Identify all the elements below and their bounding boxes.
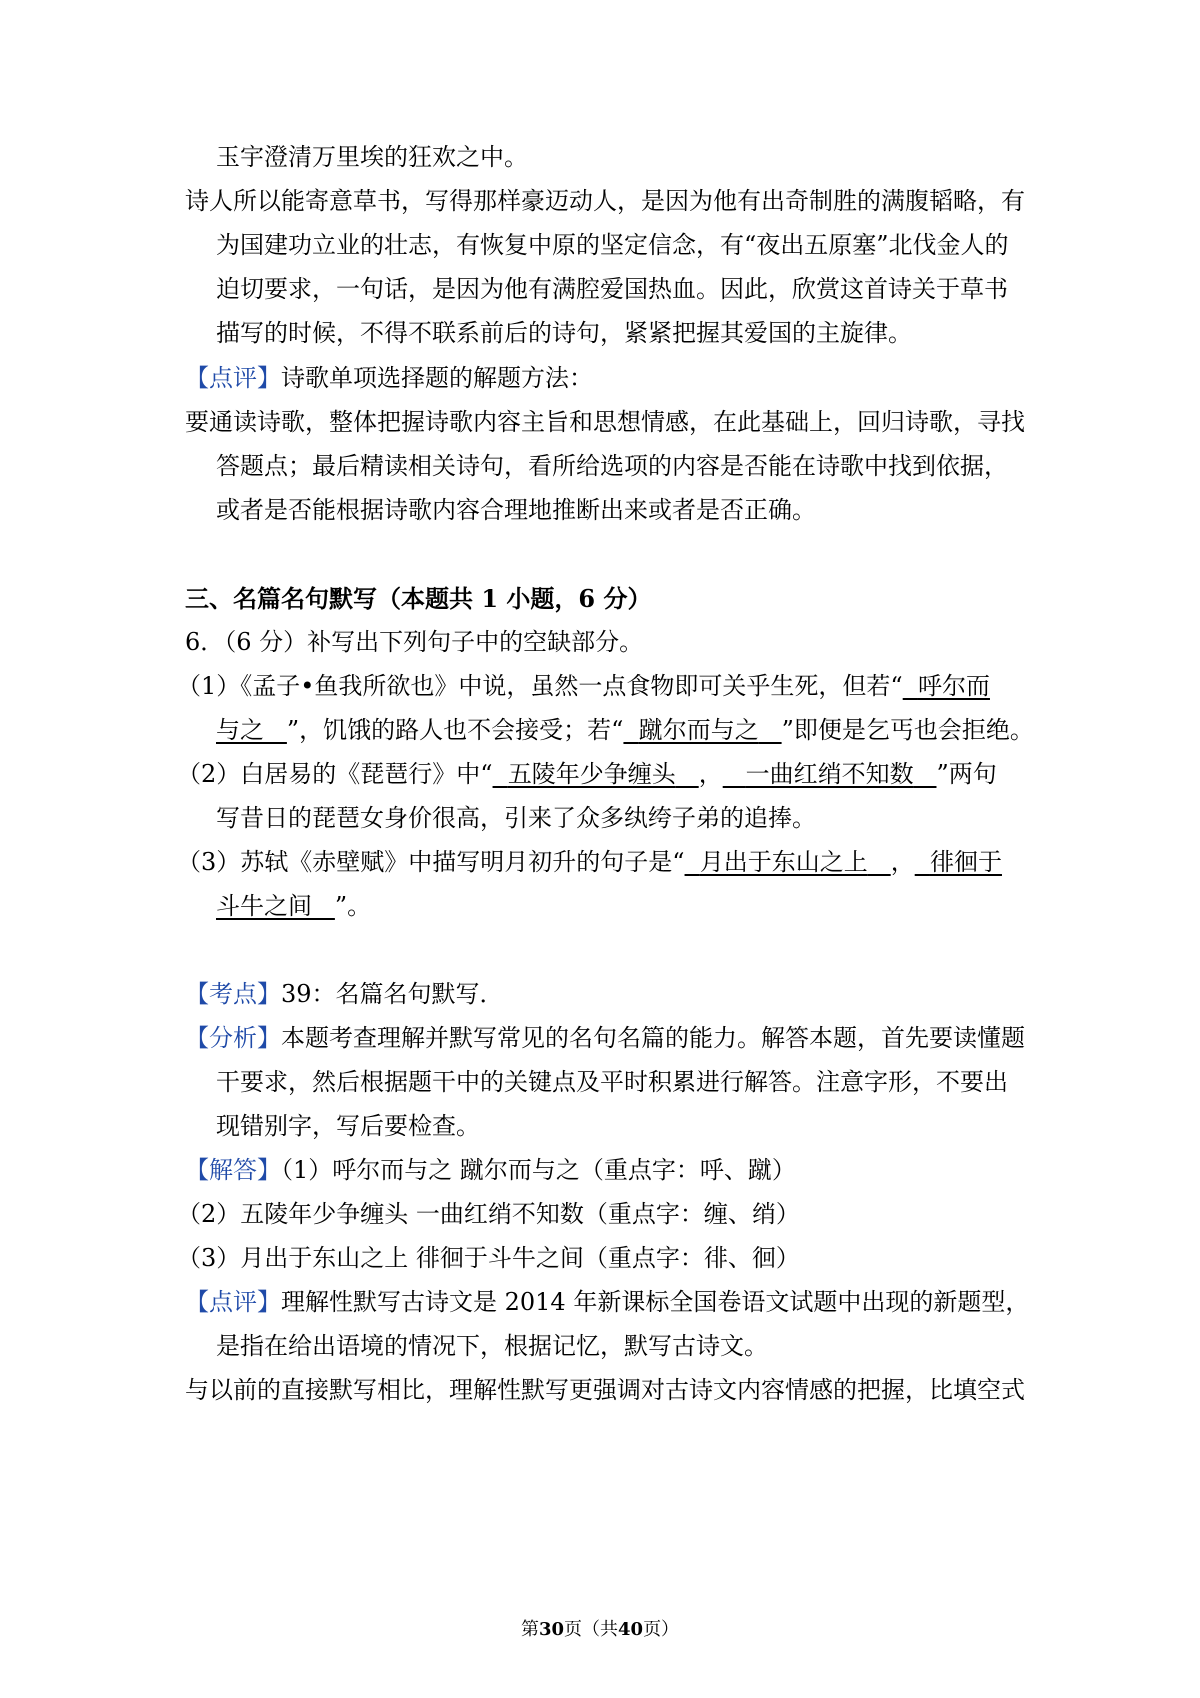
question-part-2: （2）白居易的《琵琶行》中“ 五陵年少争缠头 ， 一曲红绡不知数 ”两句: [177, 760, 997, 788]
text-line: 现错别字，写后要检查。: [216, 1112, 480, 1140]
review-text: 诗歌单项选择题的解题方法：: [281, 364, 593, 392]
answer-blank: 五陵年少争缠头: [507, 760, 676, 788]
text-line: 与以前的直接默写相比，理解性默写更强调对古诗文内容情感的把握，比填空式: [185, 1376, 1025, 1404]
question-part-3: （3）苏轼《赤壁赋》中描写明月初升的句子是“ 月出于东山之上 ， 徘徊于: [177, 848, 1002, 876]
fenxi-line: 【分析】本题考查理解并默写常见的名句名篇的能力。解答本题，首先要读懂题: [185, 1024, 1025, 1052]
section-title: 三、名篇名句默写（本题共 1 小题，6 分）: [185, 584, 652, 613]
question-part-1-cont: 与之 ”，饥饿的路人也不会接受；若“ 蹴尔而与之 ”即便是乞丐也会拒绝。: [216, 716, 1034, 744]
answer-blank: 呼尔而: [917, 672, 990, 700]
answer-blank: 月出于东山之上: [699, 848, 868, 876]
text-line: （3）月出于东山之上 徘徊于斗牛之间（重点字：徘、徊）: [177, 1244, 800, 1272]
kaodian-tag: 【考点】: [185, 980, 281, 1008]
text-line: （2）五陵年少争缠头 一曲红绡不知数（重点字：缠、绡）: [177, 1200, 800, 1228]
text-line: 干要求，然后根据题干中的关键点及平时积累进行解答。注意字形，不要出: [216, 1068, 1008, 1096]
jieda-line: 【解答】（1）呼尔而与之 蹴尔而与之（重点字：呼、蹴）: [185, 1156, 796, 1184]
dianping-tag: 【点评】: [185, 1288, 281, 1316]
text-line: 诗人所以能寄意草书，写得那样豪迈动人，是因为他有出奇制胜的满腹韬略，有: [185, 187, 1025, 215]
kaodian-line: 【考点】39：名篇名句默写．: [185, 980, 504, 1008]
text-line: 迫切要求，一句话，是因为他有满腔爱国热血。因此，欣赏这首诗关于草书: [216, 275, 1008, 303]
text-line: 要通读诗歌，整体把握诗歌内容主旨和思想情感，在此基础上，回归诗歌，寻找: [185, 408, 1025, 436]
page-number: 30: [538, 1619, 564, 1640]
review-line: [185, 362, 593, 394]
question-part-2-cont: 写昔日的琵琶女身价很高，引来了众多纨绔子弟的追捧。: [216, 804, 816, 832]
answer-blank: 斗牛之间: [216, 892, 312, 920]
text-line: 是指在给出语境的情况下，根据记忆，默写古诗文。: [216, 1332, 768, 1360]
answer-blank: 一曲红绡不知数: [745, 760, 914, 788]
question-stem: 6．（6 分）补写出下列句子中的空缺部分。: [185, 628, 644, 656]
dianping-line: 【点评】理解性默写古诗文是 2014 年新课标全国卷语文试题中出现的新题型，: [185, 1288, 1030, 1316]
page-total: 40: [618, 1619, 644, 1640]
text-line: 答题点；最后精读相关诗句，看所给选项的内容是否能在诗歌中找到依据，: [216, 452, 1008, 480]
answer-blank: 蹴尔而与之: [638, 716, 759, 744]
answer-blank: 徘徊于: [929, 848, 1002, 876]
fenxi-tag: 【分析】: [185, 1024, 281, 1052]
text-line: 描写的时候，不得不联系前后的诗句，紧紧把握其爱国的主旋律。: [216, 319, 912, 347]
jieda-tag: 【解答】: [185, 1156, 281, 1184]
question-part-1: （1）《孟子•鱼我所欲也》中说，虽然一点食物即可关乎生死，但若“ 呼尔而: [177, 672, 990, 700]
text-line: 玉宇澄清万里埃的狂欢之中。: [216, 143, 528, 171]
text-line: 或者是否能根据诗歌内容合理地推断出来或者是否正确。: [216, 496, 816, 524]
answer-blank: 与之: [216, 716, 264, 744]
text-line: 为国建功立业的壮志，有恢复中原的坚定信念，有“夜出五原塞”北伐金人的: [216, 231, 1009, 259]
review-tag: 【点评】: [185, 364, 281, 392]
question-part-3-cont: 斗牛之间 ”。: [216, 892, 372, 920]
page-footer: 第30页（共40页）: [520, 1619, 680, 1640]
